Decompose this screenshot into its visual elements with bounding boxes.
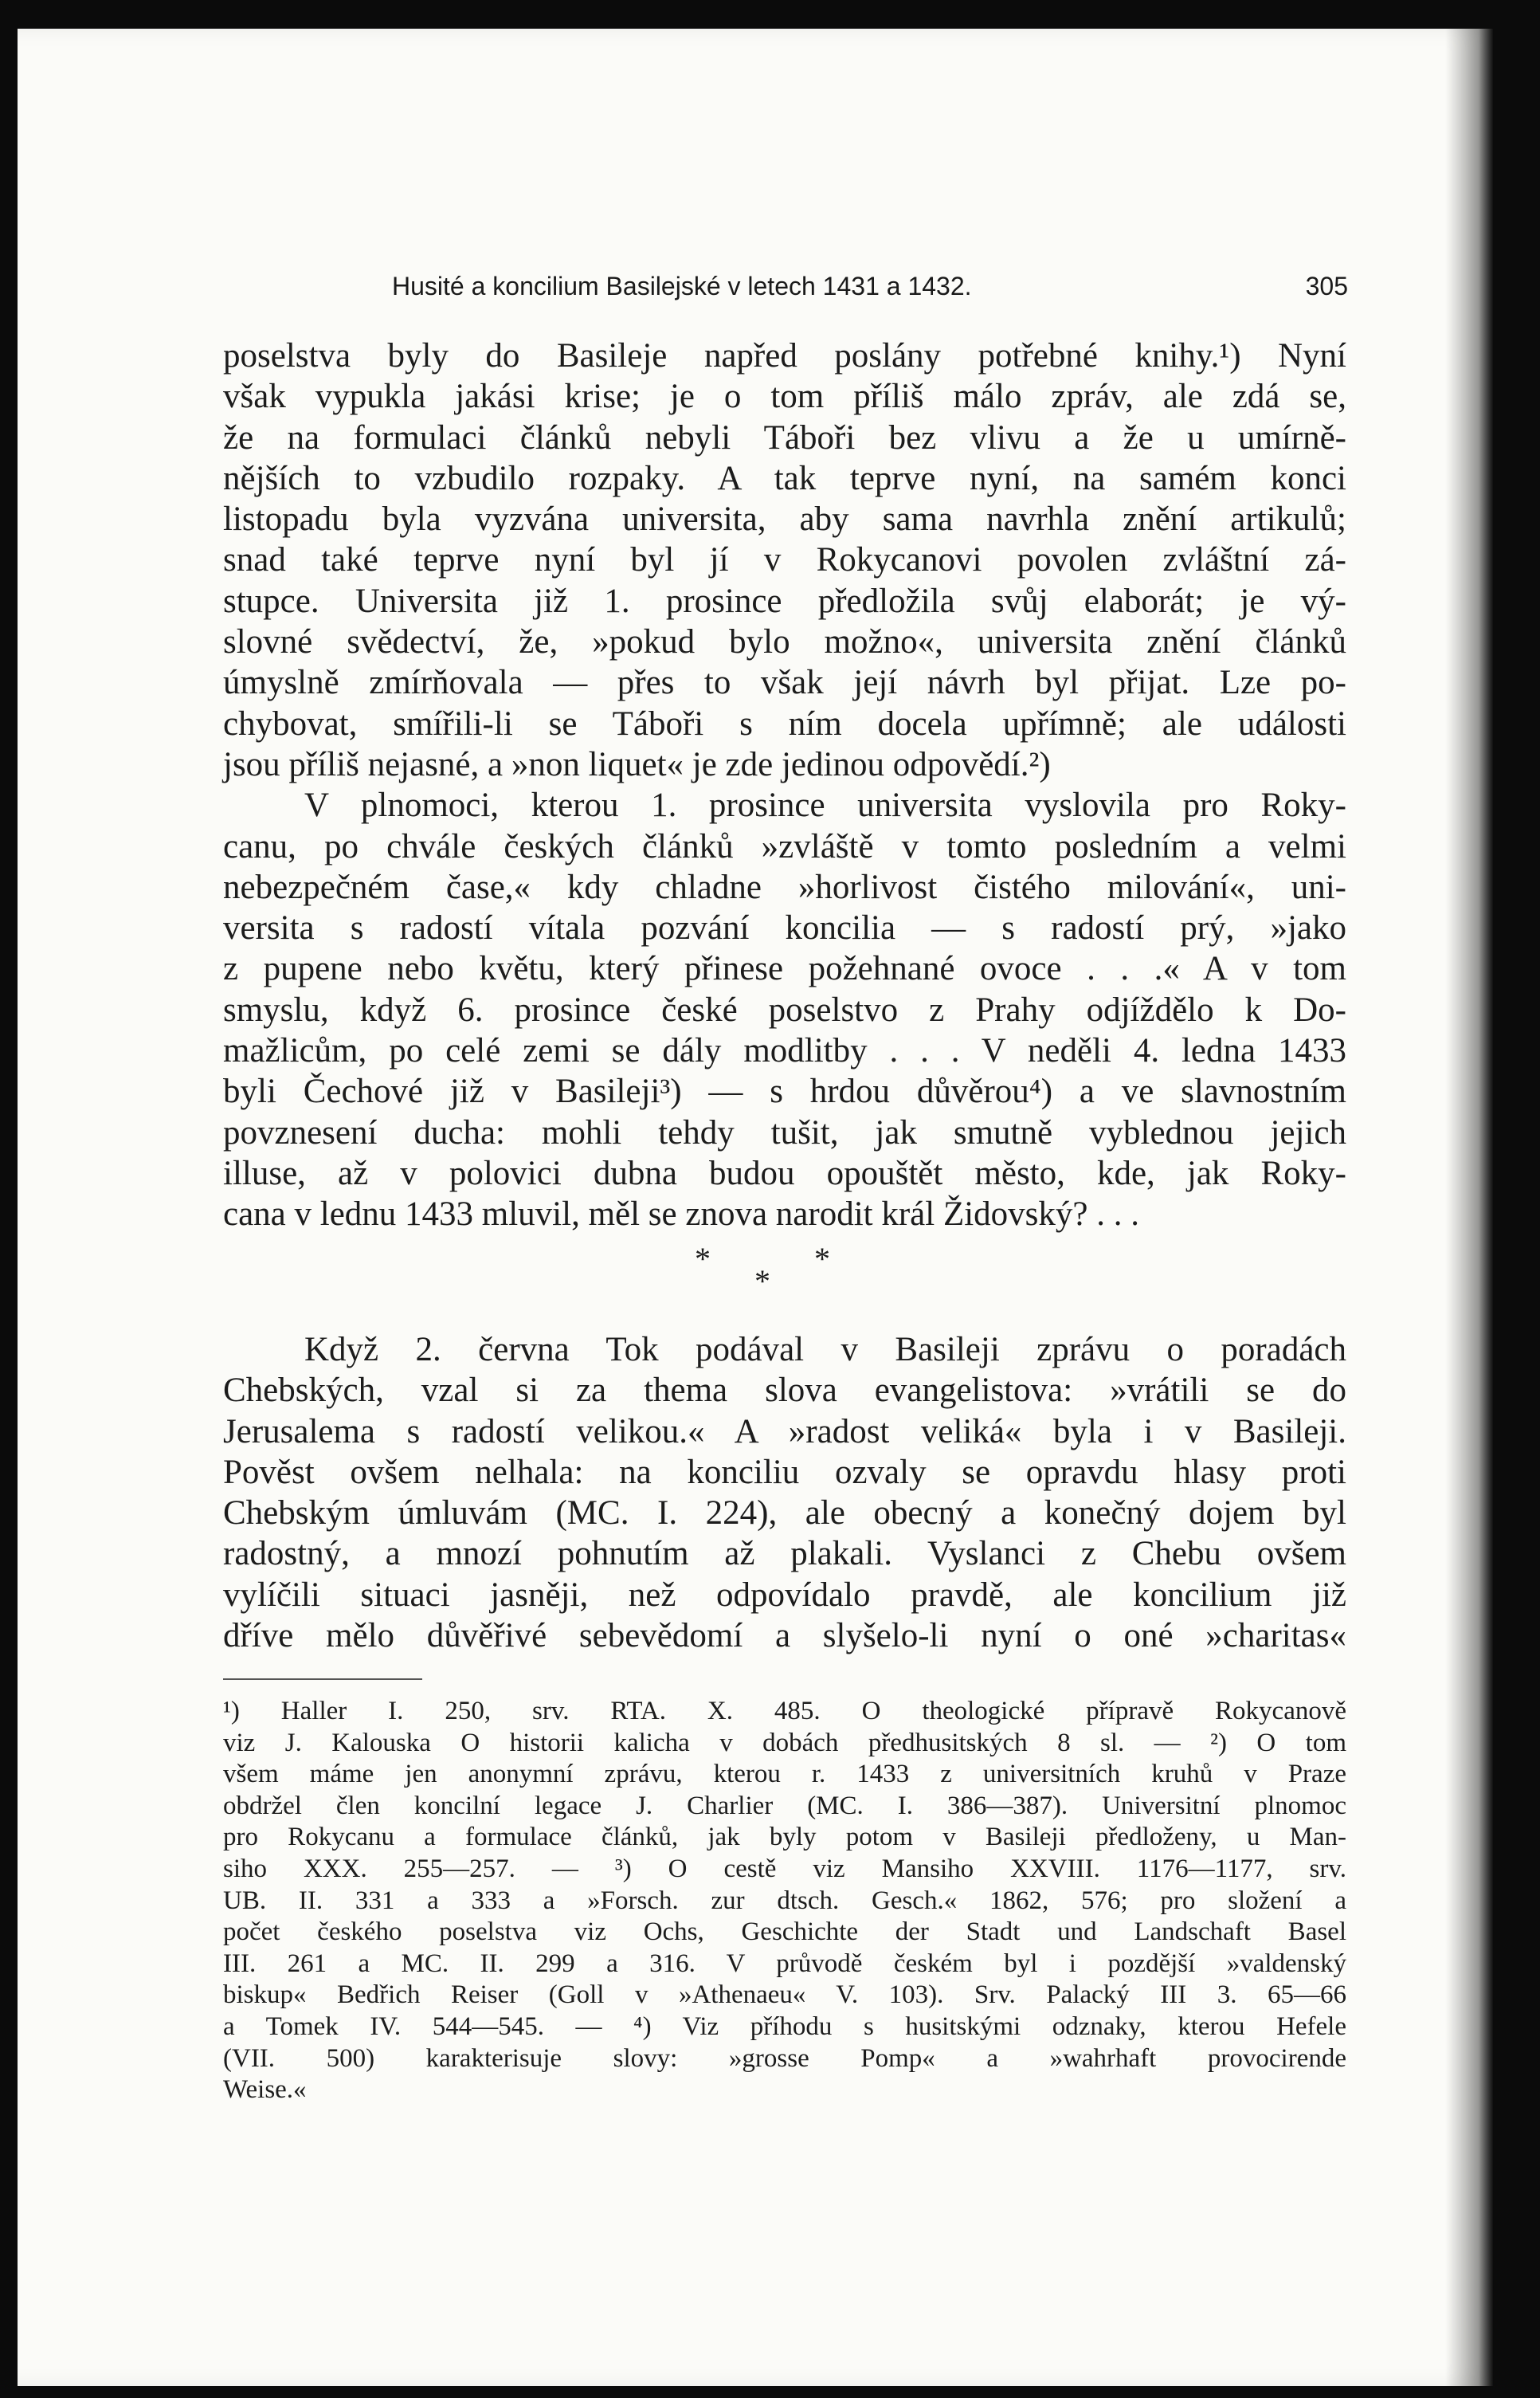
text-line: vylíčili situaci jasněji, než odpovídalo pravdě, ale koncilium již (223, 1576, 1346, 1614)
text-line: listopadu byla vyzvána universita, aby sama navrhla znění artikulů; (223, 500, 1346, 539)
text-line: Pověst ovšem nelhala: na konciliu ozvaly se opravdu hlasy proti (223, 1453, 1346, 1491)
asterisk: * (695, 1241, 711, 1277)
text-line: úmyslně zmírňovala — přes to však její návrh byl přijat. Lze po- (223, 664, 1346, 702)
text-line: byli Čechové již v Basileji³) — s hrdou důvěrou⁴) a ve slavnostním (223, 1073, 1346, 1111)
asterisk: * (814, 1241, 830, 1277)
text-line: že na formulaci článků nebyli Táboři bez vlivu a že u umírně- (223, 418, 1346, 457)
text-line: poselstva byly do Basileje napřed poslány potřebné knihy.¹) Nyní (223, 337, 1346, 375)
footnote-line: pro Rokycanu a formulace článků, jak byly potom v Basileji předloženy, u Man- (223, 1823, 1346, 1852)
asterisk: * (754, 1263, 770, 1299)
running-title: Husité a koncilium Basilejské v letech 1431 a 1432. (392, 272, 972, 300)
footnote-line: Weise.« (223, 2075, 307, 2105)
text-line: Jerusalema s radostí velikou.« A »radost veliká« byla i v Basileji. (223, 1412, 1346, 1450)
text-line: však vypukla jakási krise; je o tom příliš málo zpráv, ale zdá se, (223, 378, 1346, 416)
text-line: canu, po chvále českých článků »zvláště v tomto posledním a velmi (223, 827, 1346, 865)
text-line: Chebských, vzal si za thema slova evangelistova: »vrátili se do (223, 1372, 1346, 1410)
section-break (695, 1240, 854, 1304)
footnote-line: biskup« Bedřich Reiser (Goll v »Athenaeu« V. 103). Srv. Palacký III 3. 65—66 (223, 1980, 1346, 2010)
footnote-line: počet českého poselstva viz Ochs, Geschichte der Stadt und Landschaft Basel (223, 1917, 1346, 1947)
text-line: z pupene nebo květu, který přinese požehnané ovoce . . .« A v tom (223, 950, 1346, 988)
book-page (18, 29, 1493, 2386)
page-number: 305 (1305, 272, 1348, 300)
text-line: illuse, až v polovici dubna budou opouštět město, kde, jak Roky- (223, 1154, 1346, 1192)
footnote-line: III. 261 a MC. II. 299 a 316. V průvodě českém byl i pozdější »valdenský (223, 1949, 1346, 1978)
footnote-line: viz J. Kalouska O historii kalicha v dobách předhusitských 8 sl. — ²) O tom (223, 1728, 1346, 1757)
footnote-line: siho XXX. 255—257. — ³) O cestě viz Mansiho XXVIII. 1176—1177, srv. (223, 1854, 1346, 1883)
footnote-line: a Tomek IV. 544—545. — ⁴) Viz příhodu s husitskými odznaky, kterou Hefele (223, 2011, 1346, 2041)
main-text (223, 336, 1346, 1235)
text-line: snad také teprve nyní byl jí v Rokycanovi povolen zvláštní zá- (223, 541, 1346, 579)
footnote-line: ¹) Haller I. 250, srv. RTA. X. 485. O theologické přípravě Rokycanově (223, 1697, 1346, 1725)
text-line: chybovat, smířili-li se Táboři s ním docela upřímně; ale události (223, 704, 1346, 743)
footnotes (223, 1696, 1346, 2106)
footnote-line: UB. II. 331 a 333 a »Forsch. zur dtsch. Gesch.« 1862, 576; pro složení a (223, 1886, 1346, 1915)
text-line: Chebským úmluvám (MC. I. 224), ale obecný a konečný dojem byl (223, 1494, 1346, 1533)
text-line: jsou příliš nejasné, a »non liquet« je zde jedinou odpovědí.²) (223, 745, 1051, 783)
text-line: povznesení ducha: mohli tehdy tušit, jak smutně vyblednou jejich (223, 1113, 1346, 1152)
text-line: radostný, a mnozí pohnutím až plakali. Vyslanci z Chebu ovšem (223, 1535, 1346, 1573)
text-line: versita s radostí vítala pozvání koncilia — s radostí prý, »jako (223, 909, 1346, 948)
text-line: V plnomoci, kterou 1. prosince universita vyslovila pro Roky- (304, 787, 1346, 825)
text-line: stupce. Universita již 1. prosince předložila svůj elaborát; je vý- (223, 582, 1346, 620)
text-line: mažlicům, po celé zemi se dály modlitby . . . V neděli 4. ledna 1433 (223, 1032, 1346, 1070)
text-line: Když 2. června Tok podával v Basileji zprávu o poradách (304, 1331, 1346, 1368)
text-line: cana v lednu 1433 mluvil, měl se znova narodit král Židovský? . . . (223, 1195, 1139, 1234)
text-line: nějších to vzbudilo rozpaky. A tak teprve nyní, na samém konci (223, 459, 1346, 497)
page-gutter-shadow (1445, 29, 1493, 2386)
main-text-continued (223, 1329, 1346, 1656)
text-line: smyslu, když 6. prosince české poselstvo z Prahy odjíždělo k Do- (223, 991, 1346, 1029)
text-line: dříve mělo důvěřivé sebevědomí a slyšelo-li nyní o oné »charitas« (223, 1617, 1346, 1655)
footnote-rule (223, 1678, 422, 1680)
text-line: slovné svědectví, že, »pokud bylo možno«, universita znění článků (223, 623, 1346, 661)
footnote-line: obdržel člen koncilní legace J. Charlier (MC. I. 386—387). Universitní plnomoc (223, 1791, 1346, 1820)
text-line: nebezpečném čase,« kdy chladne »horlivost čistého milování«, uni- (223, 868, 1346, 906)
footnote-line: všem máme jen anonymní zprávu, kterou r. 1433 z universitních kruhů v Praze (223, 1760, 1346, 1789)
footnote-line: (VII. 500) karakterisuje slovy: »grosse Pomp« a »wahrhaft provocirende (223, 2043, 1346, 2073)
